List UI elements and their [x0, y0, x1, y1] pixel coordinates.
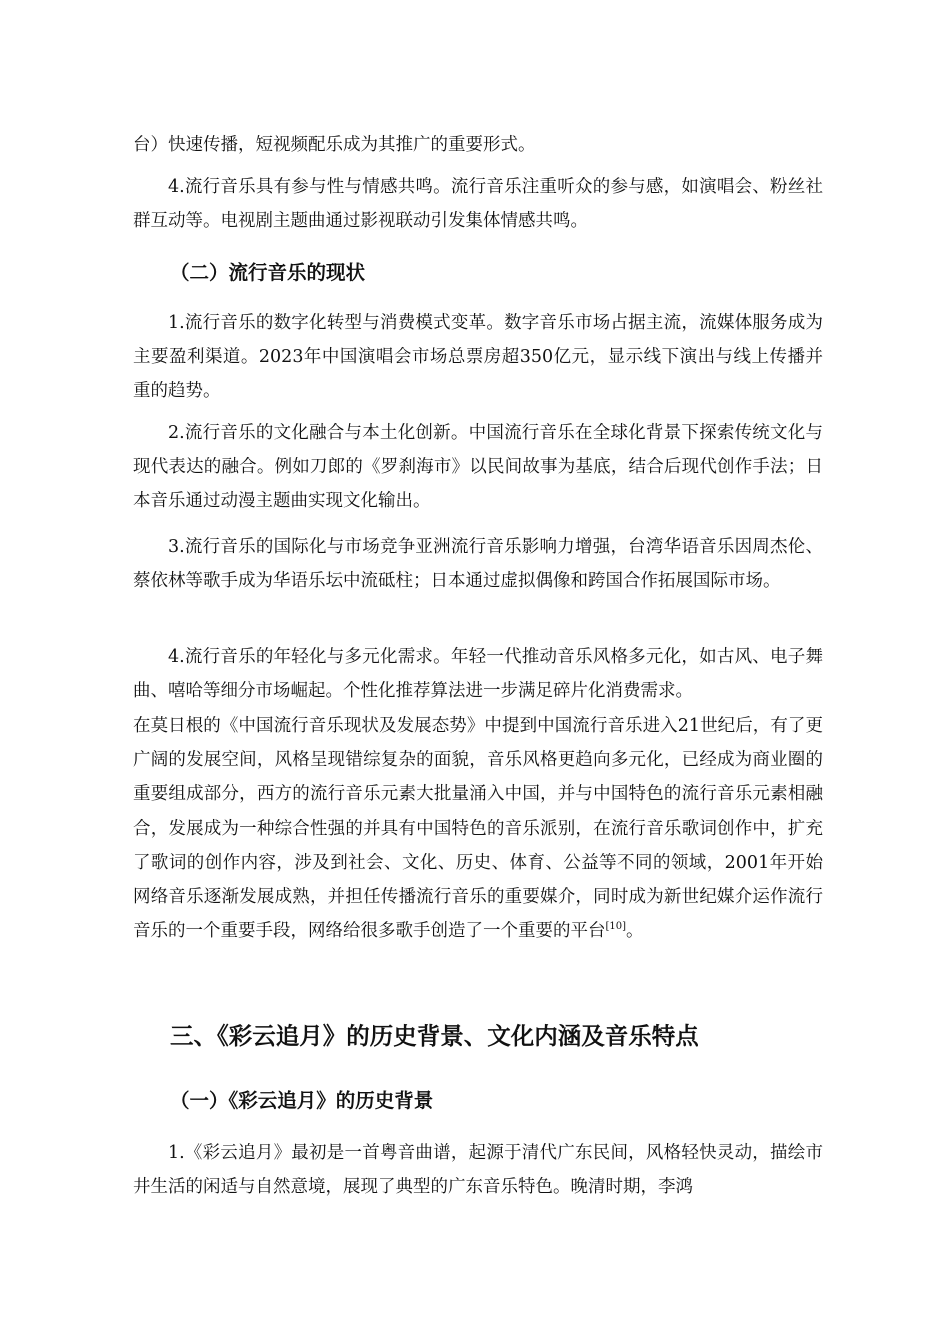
paragraph-status-4: 4.流行音乐的年轻化与多元化需求。年轻一代推动音乐风格多元化，如古风、电子舞曲、嘻哈等细分市场崛起。个性化推荐算法进一步满足碎片化消费需求。: [133, 647, 823, 702]
citation-marker: [10]: [605, 921, 627, 933]
quote-end-punctuation: 。: [626, 921, 644, 942]
heading-history-background: （一）《彩云追月》的历史背景: [170, 1089, 434, 1112]
paragraph-quote: [133, 709, 823, 948]
paragraph-status-2: 2.流行音乐的文化融合与本土化创新。中国流行音乐在全球化背景下探索传统文化与现代表达的融合。例如刀郎的《罗刹海市》以民间故事为基底，结合后现代创作手法；日本音乐通过动漫主题曲实现文化输出。: [133, 423, 823, 512]
heading-current-status: （二）流行音乐的现状: [170, 261, 366, 284]
quote-text: 在莫日根的《中国流行音乐现状及发展态势》中提到中国流行音乐进入21世纪后，有了更广阔的发展空间，风格呈现错综复杂的面貌，音乐风格更趋向多元化，已经成为商业圈的重要组成部分，西方的流行音乐元素大批量涌入中国，并与中国特色的流行音乐元素相融合，发展成为一种综合性强的并具有中国特色的音乐派别，在流行音乐歌词创作中，扩充了歌词的创作内容，涉及到社会、文化、历史、体育、公益等不同的领域，2001年开始网络音乐逐渐发展成熟，并担任传播流行音乐的重要媒介，同时成为新世纪媒介运作流行音乐的一个重要手段，网络给很多歌手创造了一个重要的平台: [133, 716, 823, 942]
paragraph-status-3: 3.流行音乐的国际化与市场竞争亚洲流行音乐影响力增强，台湾华语音乐因周杰伦、蔡依林等歌手成为华语乐坛中流砥柱；日本通过虚拟偶像和跨国合作拓展国际市场。: [133, 537, 823, 592]
paragraph-history-1: 1.《彩云追月》最初是一首粤音曲谱，起源于清代广东民间，风格轻快灵动，描绘市井生活的闲适与自然意境，展现了典型的广东音乐特色。晚清时期，李鸿: [133, 1143, 823, 1198]
paragraph-continuation: 台）快速传播，短视频配乐成为其推广的重要形式。: [133, 135, 536, 155]
heading-section-3: 三、《彩云追月》的历史背景、文化内涵及音乐特点: [170, 1022, 699, 1050]
paragraph-participation: 4.流行音乐具有参与性与情感共鸣。流行音乐注重听众的参与感，如演唱会、粉丝社群互动等。电视剧主题曲通过影视联动引发集体情感共鸣。: [133, 177, 823, 232]
paragraph-status-1: 1.流行音乐的数字化转型与消费模式变革。数字音乐市场占据主流，流媒体服务成为主要盈利渠道。2023年中国演唱会市场总票房超350亿元，显示线下演出与线上传播并重的趋势。: [133, 313, 823, 402]
